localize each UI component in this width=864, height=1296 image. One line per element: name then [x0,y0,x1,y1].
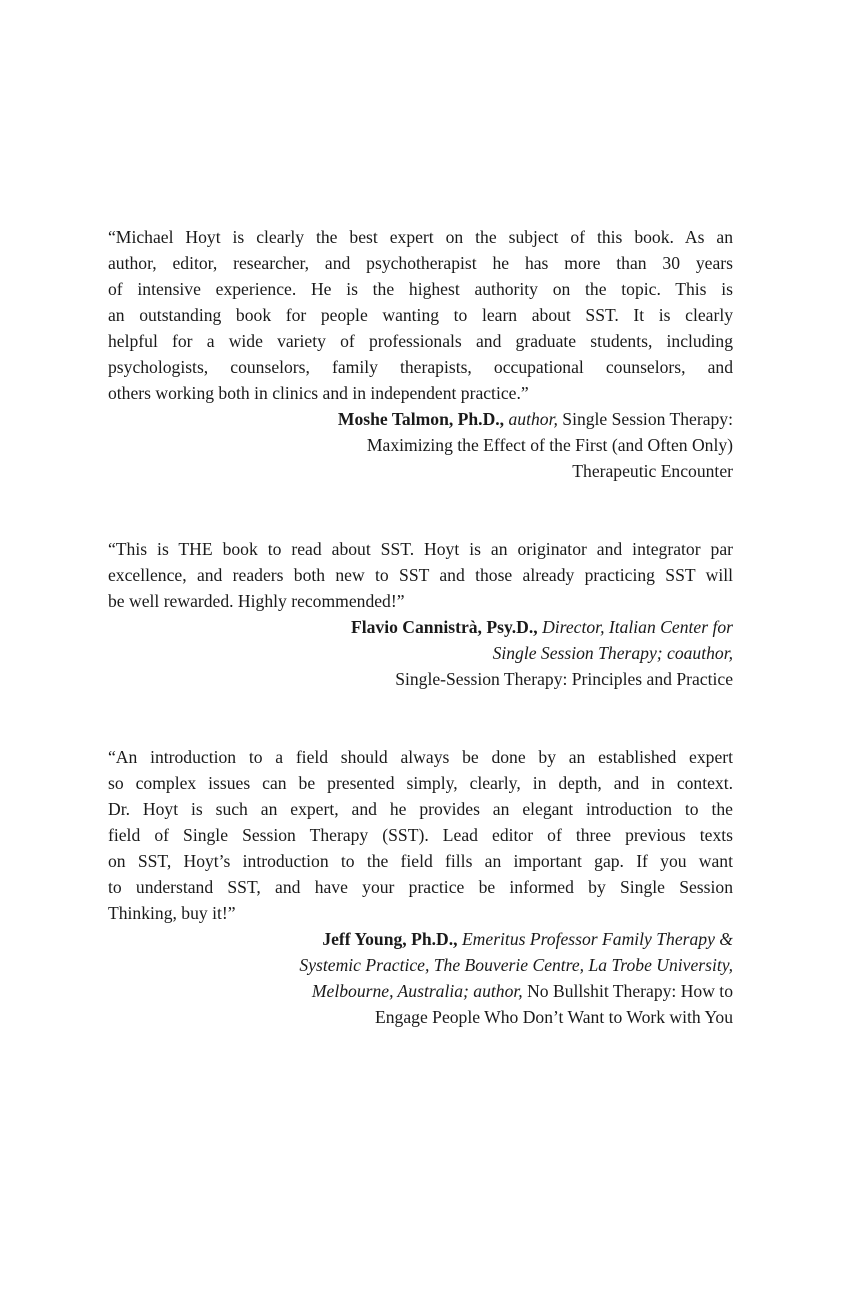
endorser-name: Moshe Talmon, Ph.D., [337,409,505,429]
endorsement-quote [108,536,733,614]
book-title: Engage People Who Don’t Want to Work with You [375,1007,733,1027]
quote-line: “This is THE book to read about SST. Hoyt is an originator and integrator par [108,539,733,559]
book-title: Therapeutic Encounter [572,461,733,481]
quote-line: psychologists, counselors, family therapists, occupational counselors, and [108,357,733,377]
quote-line: field of Single Session Therapy (SST). Lead editor of three previous texts [108,825,733,845]
quote-line: author, editor, researcher, and psychotherapist he has more than 30 years [108,253,733,273]
quote-line: so complex issues can be presented simply, clearly, in depth, and in context. [108,773,733,793]
quote-line: Thinking, buy it!” [108,903,236,923]
endorsement-cannistra [108,536,733,692]
quote-line: helpful for a wide variety of professionals and graduate students, including [108,331,733,351]
endorsement-quote [108,744,733,926]
book-title: Single Session Therapy: [562,409,733,429]
quote-line: to understand SST, and have your practice be informed by Single Session [108,877,733,897]
quote-line: others working both in clinics and in independent practice.” [108,383,529,403]
quote-line: on SST, Hoyt’s introduction to the field fills an important gap. If you want [108,851,733,871]
quote-line: Dr. Hoyt is such an expert, and he provides an elegant introduction to the [108,799,733,819]
book-title: Maximizing the Effect of the First (and Often Only) [366,435,733,455]
endorser-role: Single Session Therapy; coauthor, [492,643,733,663]
endorser-role: Director, Italian Center for [542,617,733,637]
quote-line: “An introduction to a field should always be done by an established expert [108,747,733,767]
book-title: Single-Session Therapy: Principles and Practice [395,669,733,689]
endorsement-attribution [108,926,733,1030]
quote-line: excellence, and readers both new to SST and those already practicing SST will [108,565,733,585]
endorser-name: Jeff Young, Ph.D., [322,929,458,949]
quote-line: “Michael Hoyt is clearly the best expert on the subject of this book. As an [108,227,733,247]
book-title: No Bullshit Therapy: How to [527,981,733,1001]
endorser-role: author, [508,409,558,429]
endorser-role: Systemic Practice, The Bouverie Centre, La Trobe University, [299,955,733,975]
endorsement-quote [108,224,733,406]
quote-line: an outstanding book for people wanting to learn about SST. It is clearly [108,305,733,325]
endorser-role: Emeritus Professor Family Therapy & [461,929,733,949]
endorsement-attribution [108,614,733,692]
endorsement-talmon [108,224,733,484]
quote-line: be well rewarded. Highly recommended!” [108,591,405,611]
endorsements-page [108,224,733,1030]
endorsement-young [108,744,733,1030]
endorsement-attribution [108,406,733,484]
endorser-role: Melbourne, Australia; author, [311,981,523,1001]
endorser-name: Flavio Cannistrà, Psy.D., [350,617,538,637]
quote-line: of intensive experience. He is the highest authority on the topic. This is [108,279,733,299]
